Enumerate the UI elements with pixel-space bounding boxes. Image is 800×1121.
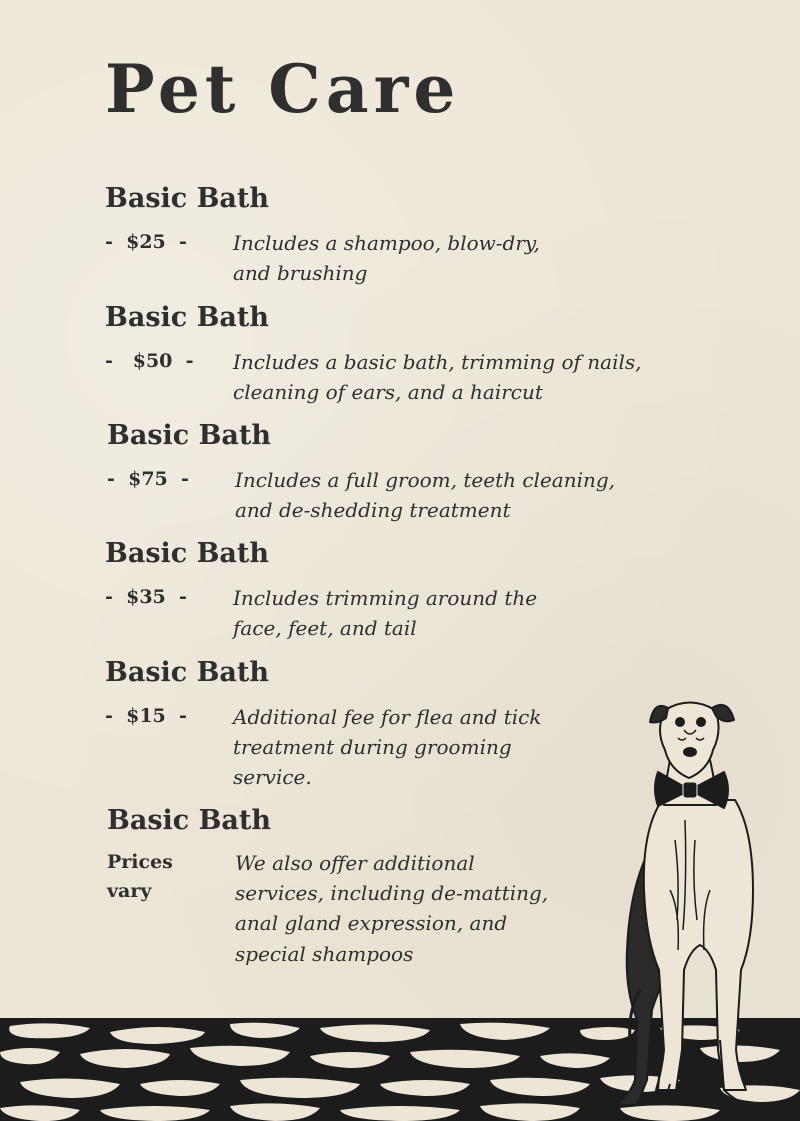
service-description <box>233 583 705 644</box>
dog-with-bowtie-illustration <box>600 690 775 1115</box>
service-item <box>105 184 705 288</box>
service-description <box>233 347 705 408</box>
description-line: treatment during grooming <box>233 735 512 760</box>
description-line: Includes a full groom, teeth cleaning, <box>235 467 616 492</box>
service-price: - $75 - <box>107 467 189 490</box>
service-description <box>233 228 705 289</box>
service-price: - $15 - <box>105 704 187 727</box>
description-line: service. <box>233 765 312 790</box>
service-price: - $25 - <box>105 230 187 253</box>
price-line: Prices <box>107 850 173 873</box>
description-line: Includes trimming around the <box>233 585 538 610</box>
description-line: special shampoos <box>235 941 414 966</box>
service-item <box>105 303 705 407</box>
price-line: vary <box>107 880 152 903</box>
service-title: Basic Bath <box>105 183 270 214</box>
description-line: Includes a basic bath, trimming of nails, <box>233 349 642 374</box>
service-price <box>107 848 197 907</box>
description-line: anal gland expression, and <box>235 911 508 936</box>
description-line: cleaning of ears, and a haircut <box>233 380 543 405</box>
service-price: - $50 - <box>105 349 194 372</box>
description-line: Additional fee for flea and tick <box>233 704 542 729</box>
description-line: services, including de-matting, <box>235 881 549 906</box>
service-price: - $35 - <box>105 585 187 608</box>
service-description <box>235 465 707 526</box>
description-line: and de-shedding treatment <box>235 498 511 523</box>
description-line: We also offer additional <box>235 850 475 875</box>
service-item <box>105 539 705 643</box>
description-line: and brushing <box>233 261 368 286</box>
service-item <box>107 421 707 525</box>
service-title: Basic Bath <box>105 538 270 569</box>
description-line: Includes a shampoo, blow-dry, <box>233 230 540 255</box>
service-title: Basic Bath <box>105 657 270 688</box>
page-title: Pet Care <box>105 50 461 128</box>
description-line: face, feet, and tail <box>233 616 417 641</box>
service-title: Basic Bath <box>107 805 272 836</box>
service-title: Basic Bath <box>107 420 272 451</box>
service-title: Basic Bath <box>105 302 270 333</box>
